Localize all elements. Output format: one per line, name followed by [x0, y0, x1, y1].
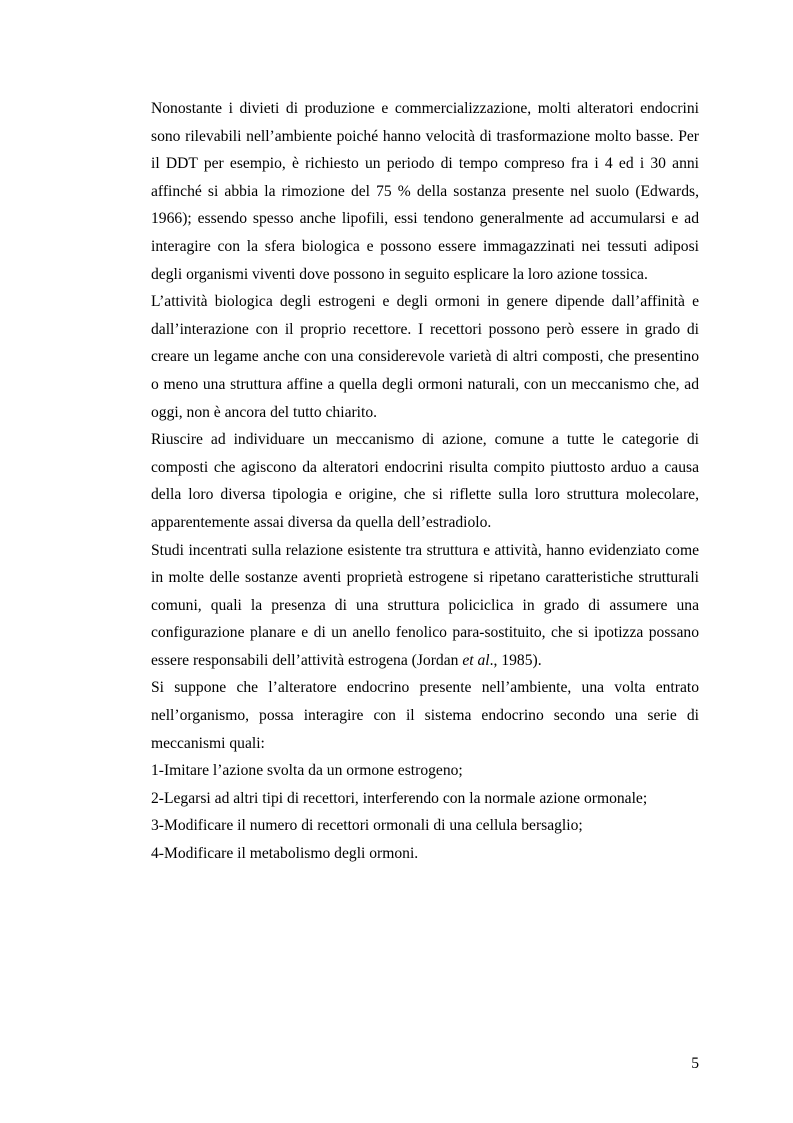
page-number: 5	[691, 1055, 699, 1072]
list-item: 3-Modificare il numero di recettori ormonali di una cellula bersaglio;	[151, 817, 583, 835]
paragraph	[151, 95, 699, 288]
list-item: 1-Imitare l’azione svolta da un ormone estrogeno;	[151, 762, 463, 780]
list-item: 4-Modificare il metabolismo degli ormoni.	[151, 845, 419, 863]
list-item: 2-Legarsi ad altri tipi di recettori, interferendo con la normale azione ormonale;	[151, 789, 648, 807]
paragraph	[151, 288, 699, 426]
paragraph	[151, 426, 699, 536]
page-body	[151, 95, 699, 868]
paragraph-text: ., 1985).	[489, 651, 542, 669]
paragraph-text: Riuscire ad individuare un meccanismo di azione, comune a tutte le categorie di composti che agiscono da alteratori endocrini risulta compito piuttosto arduo a causa della loro diversa tipologia e origine, che si riflette sulla loro struttura molecolare, apparentemente assai diversa da quella dell’estradiolo.	[151, 431, 699, 531]
italic-text: et al	[462, 651, 490, 669]
paragraph	[151, 674, 699, 757]
paragraph	[151, 537, 699, 675]
mechanism-list	[151, 757, 699, 867]
paragraph-text: Studi incentrati sulla relazione esistente tra struttura e attività, hanno evidenziato come in molte delle sostanze aventi proprietà estrogene si ripetano caratteristiche strutturali comuni, quali la presenza di una struttura policiclica in grado di assumere una configurazione planare e di un anello fenolico para-sostituito, che si ipotizza possano essere responsabili dell’attività estrogena (Jordan	[151, 541, 699, 669]
paragraph-text: Nonostante i divieti di produzione e commercializzazione, molti alteratori endocrini sono rilevabili nell’ambiente poiché hanno velocità di trasformazione molto basse. Per il DDT per esempio, è richiesto un periodo di tempo compreso fra i 4 ed i 30 anni affinché si abbia la rimozione del 75 % della sostanza presente nel suolo (Edwards, 1966); essendo spesso anche lipofili, essi tendono generalmente ad accumularsi e ad interagire con la sfera biologica e possono essere immagazzinati nei tessuti adiposi degli organismi viventi dove possono in seguito esplicare la loro azione tossica.	[151, 100, 699, 283]
paragraph-container	[151, 95, 699, 757]
paragraph-text: Si suppone che l’alteratore endocrino presente nell’ambiente, una volta entrato nell’organismo, possa interagire con il sistema endocrino secondo una serie di meccanismi quali:	[151, 679, 699, 752]
paragraph-text: L’attività biologica degli estrogeni e degli ormoni in genere dipende dall’affinità e dall’interazione con il proprio recettore. I recettori possono però essere in grado di creare un legame anche con una considerevole varietà di altri composti, che presentino o meno una struttura affine a quella degli ormoni naturali, con un meccanismo che, ad oggi, non è ancora del tutto chiarito.	[151, 293, 699, 421]
